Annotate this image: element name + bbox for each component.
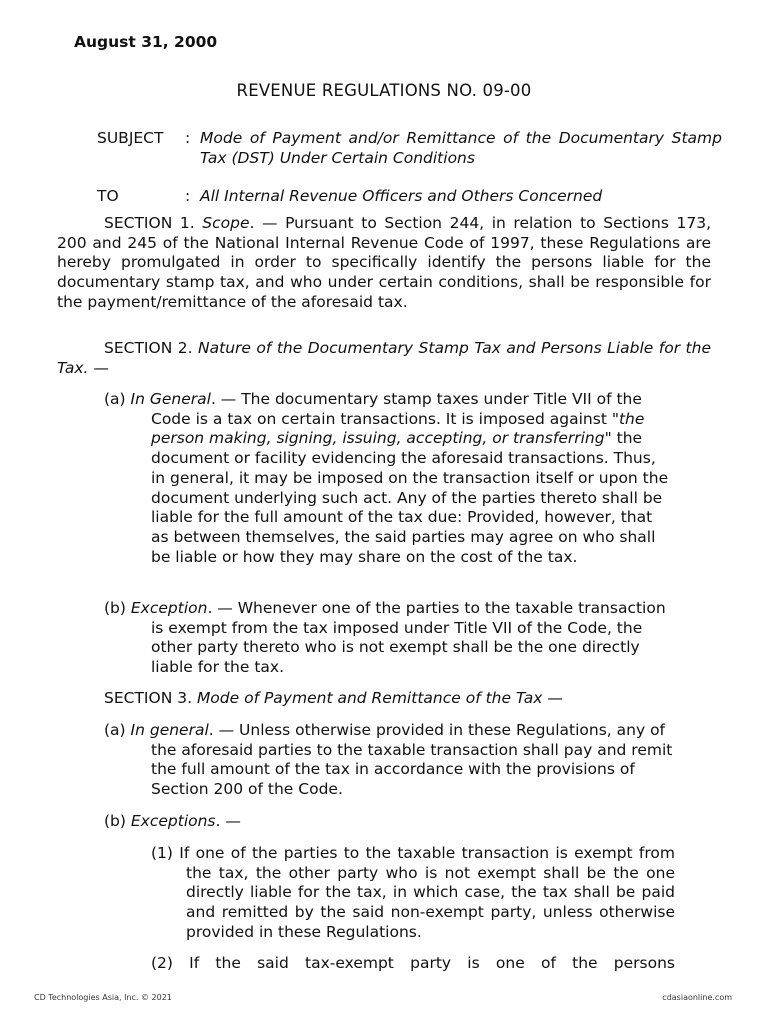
section-2-heading: Nature of the Documentary Stamp Tax and Persons Liable for the Tax. — xyxy=(57,339,711,377)
section-2b-label: (b) xyxy=(104,599,131,617)
section-3a-heading: In general xyxy=(130,721,209,739)
document-date: August 31, 2000 xyxy=(74,33,218,51)
section-2a-heading: In General xyxy=(130,390,211,408)
section-2a-body-1: . — The documentary stamp taxes under Title VII of the Code is a tax on certain transactions. It is imposed against " xyxy=(151,390,642,428)
section-1 xyxy=(57,214,711,313)
section-1-body: . — Pursuant to Section 244, in relation to Sections 173, 200 and 245 of the National Internal Revenue Code of 1997, these Regulations are hereby promulgated in order to specifically identify the persons liable for the documentary stamp tax, and who under certain conditions, shall be responsible for the payment/remittance of the aforesaid tax. xyxy=(57,214,711,311)
to-label: TO xyxy=(97,187,119,205)
footer-copyright: CD Technologies Asia, Inc. © 2021 xyxy=(34,993,172,1002)
section-3-heading: Mode of Payment and Remittance of the Tax — xyxy=(196,689,563,707)
section-2a xyxy=(104,390,674,567)
subject-label: SUBJECT xyxy=(97,129,164,147)
footer-website: cdasiaonline.com xyxy=(662,993,732,1002)
section-3-prefix: SECTION 3. xyxy=(104,689,197,707)
to-text: All Internal Revenue Officers and Others Concerned xyxy=(200,187,603,205)
section-3b-suffix: . — xyxy=(215,812,241,830)
section-2b xyxy=(104,599,674,678)
section-3b-item-1 xyxy=(151,844,675,943)
section-1-prefix: SECTION 1. xyxy=(104,214,203,232)
section-3b-label: (b) xyxy=(104,812,131,830)
section-2a-body-2: " the document or facility evidencing the aforesaid transactions. Thus, in general, it may be imposed on the transaction itself or upon the document underlying such act. Any of the parties thereto shall be liable for the full amount of the tax due: Provided, however, that as between themselves, the said parties may agree on who shall be liable or how they may share on the cost of the tax. xyxy=(151,429,669,566)
section-3a-label: (a) xyxy=(104,721,131,739)
section-2b-heading: Exception xyxy=(130,599,208,617)
section-2-prefix: SECTION 2. xyxy=(104,339,199,357)
section-2a-quote: the person making, signing, issuing, accepting, or transferring xyxy=(151,409,645,448)
section-3 xyxy=(104,689,563,709)
section-2 xyxy=(57,339,711,378)
section-3b-item-1-text: (1) If one of the parties to the taxable transaction is exempt from the tax, the other party who is not exempt shall be the one directly liable for the tax, in which case, the tax shall be paid and remitted by the said non-exempt party, unless otherwise provided in these Regulations. xyxy=(151,844,675,941)
section-3b-heading: Exceptions xyxy=(130,812,216,830)
section-3a-body: . — Unless otherwise provided in these Regulations, any of the aforesaid parties to the taxable transaction shall pay and remit the full amount of the tax in accordance with the provisions of Section 200 of the Code. xyxy=(151,721,673,799)
section-3b-item-2-text: (2) If the said tax-exempt party is one of the persons xyxy=(151,954,675,972)
section-1-heading: Scope xyxy=(202,214,250,232)
section-2b-body: . — Whenever one of the parties to the taxable transaction is exempt from the tax imposed under Title VII of the Code, the other party thereto who is not exempt shall be the one directly liable for the tax. xyxy=(151,599,666,677)
document-title: REVENUE REGULATIONS NO. 09-00 xyxy=(236,81,532,100)
to-colon: : xyxy=(185,187,191,205)
section-2a-label: (a) xyxy=(104,390,131,408)
subject-text: Mode of Payment and/or Remittance of the Documentary Stamp Tax (DST) Under Certain Conditions xyxy=(200,129,722,167)
section-3b xyxy=(104,812,241,832)
section-3b-item-2 xyxy=(151,954,675,974)
section-3a xyxy=(104,721,674,800)
subject-colon: : xyxy=(185,129,191,147)
